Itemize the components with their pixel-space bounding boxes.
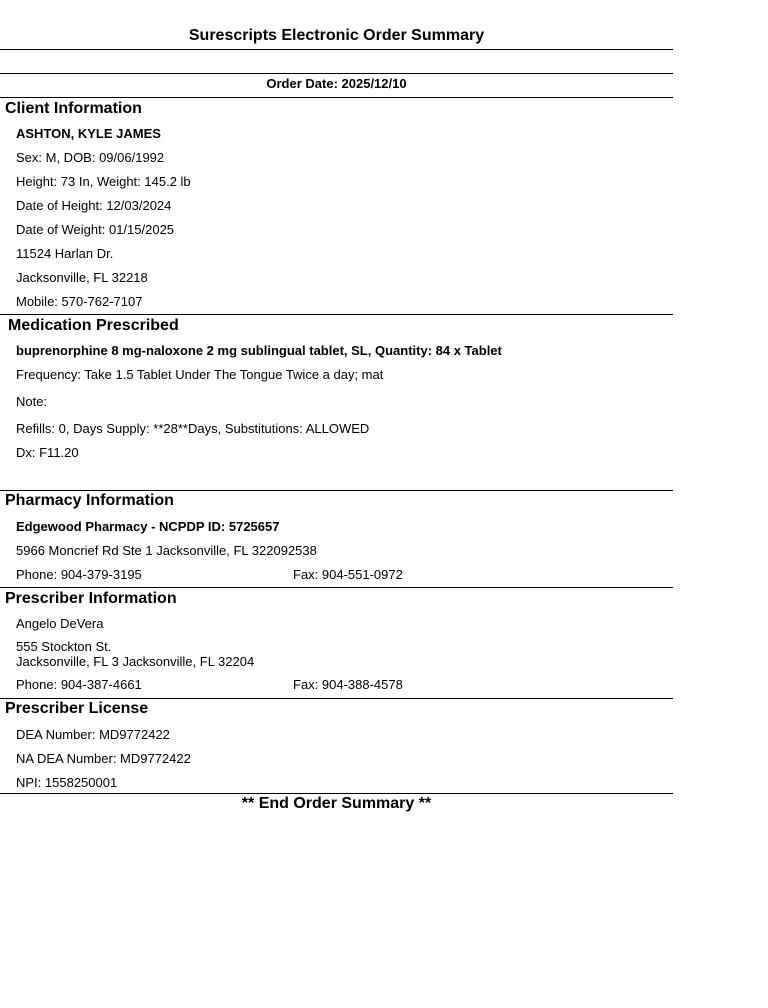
divider	[0, 49, 673, 50]
end-order-summary: ** End Order Summary **	[241, 795, 432, 812]
pharmacy-section-heading: Pharmacy Information	[5, 492, 174, 509]
license-na-dea-number: NA DEA Number: MD9772422	[16, 751, 191, 766]
order-date: Order Date: 2025/12/10	[266, 76, 407, 91]
pharmacy-name: Edgewood Pharmacy - NCPDP ID: 5725657	[16, 519, 280, 534]
medication-section-heading: Medication Prescribed	[8, 317, 179, 334]
divider	[0, 490, 673, 491]
prescriber-fax: Fax: 904-388-4578	[293, 677, 403, 692]
medication-drug: buprenorphine 8 mg-naloxone 2 mg sublingual tablet, SL, Quantity: 84 x Tablet	[16, 343, 502, 358]
client-address-line2: Jacksonville, FL 32218	[16, 270, 148, 285]
prescriber-phone: Phone: 904-387-4661	[16, 677, 142, 692]
divider	[0, 587, 673, 588]
divider	[0, 793, 673, 794]
pharmacy-phone: Phone: 904-379-3195	[16, 567, 142, 582]
divider	[0, 698, 673, 699]
prescriber-address-line1: 555 Stockton St.	[16, 639, 112, 654]
client-mobile: Mobile: 570-762-7107	[16, 294, 143, 309]
client-name: ASHTON, KYLE JAMES	[16, 126, 161, 141]
license-dea-number: DEA Number: MD9772422	[16, 727, 170, 742]
divider	[0, 314, 673, 315]
document-title: Surescripts Electronic Order Summary	[188, 27, 485, 44]
client-section-heading: Client Information	[5, 100, 142, 117]
client-sex-dob: Sex: M, DOB: 09/06/1992	[16, 150, 165, 165]
medication-dx: Dx: F11.20	[16, 445, 79, 460]
client-date-of-weight: Date of Weight: 01/15/2025	[16, 222, 175, 237]
client-date-of-height: Date of Height: 12/03/2024	[16, 198, 172, 213]
medication-note: Note:	[16, 394, 48, 409]
pharmacy-fax: Fax: 904-551-0972	[293, 567, 403, 582]
divider	[0, 73, 673, 74]
medication-refills: Refills: 0, Days Supply: **28**Days, Substitutions: ALLOWED	[16, 421, 370, 436]
client-address-line1: 11524 Harlan Dr.	[16, 246, 114, 261]
prescriber-section-heading: Prescriber Information	[5, 590, 177, 607]
prescriber-address-line2: Jacksonville, FL 3 Jacksonville, FL 32204	[16, 654, 255, 669]
pharmacy-address: 5966 Moncrief Rd Ste 1 Jacksonville, FL 322092538	[16, 543, 317, 558]
client-height-weight: Height: 73 In, Weight: 145.2 lb	[16, 174, 191, 189]
prescriber-name: Angelo DeVera	[16, 616, 104, 631]
license-section-heading: Prescriber License	[5, 700, 149, 717]
medication-frequency: Frequency: Take 1.5 Tablet Under The Tongue Twice a day; mat	[16, 367, 384, 382]
divider	[0, 97, 673, 98]
license-npi: NPI: 1558250001	[16, 775, 118, 790]
